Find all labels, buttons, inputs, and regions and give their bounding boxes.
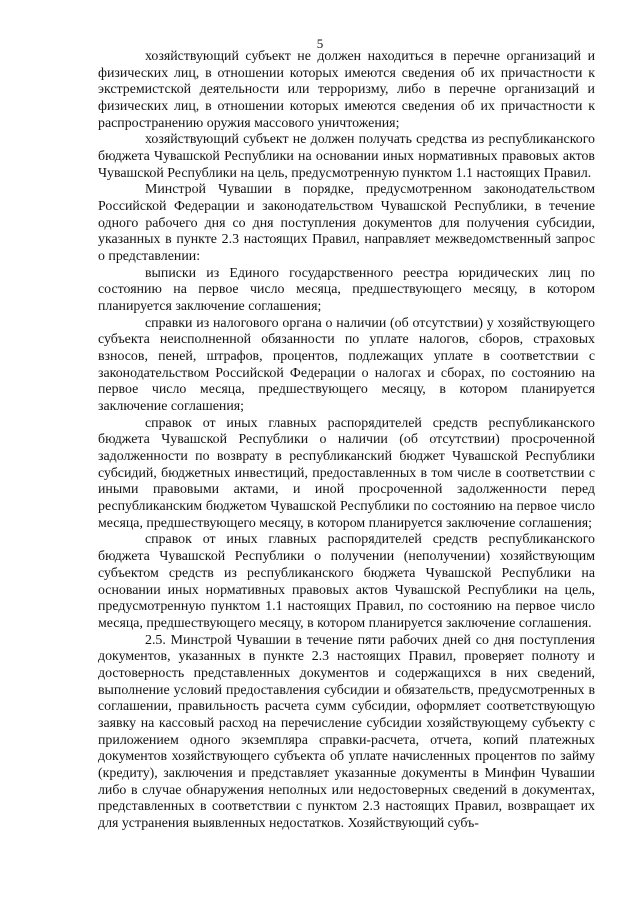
paragraph-overdue-debt-certificates: справок от иных главных распорядителей средств республиканского бюджета Чувашской Республики о наличии (об отсутствии) просроченной задолженности по возврату в республиканский бюджет Чувашской Республики субсидий, бюджетных инвестиций, предоставленных в том числе в соответствии с иными правовыми актами, и иной просроченной задолженности перед республиканским бюджетом Чувашской Республики по состоянию на первое число месяца, предшествующего месяцу, в котором планируется заключение соглашения; [98,415,595,531]
paragraph-no-other-funds-condition: хозяйствующий субъект не должен получать средства из республиканского бюджета Чувашской Республики на основании иных нормативных правовых актов Чувашской Республики на цель, предусмотренную пунктом 1.1 настоящих Правил. [98,132,595,181]
paragraph-extremism-condition: хозяйствующий субъект не должен находиться в перечне организаций и физических лиц, в отношении которых имеются сведения об их причастности к экстремистской деятельности или терроризму, либо в перечне организаций и физических лиц, в отношении которых имеются сведения об их причастности к распространению оружия массового уничтожения; [98,49,595,131]
document-body [98,49,595,833]
paragraph-funds-receipt-certificates: справок от иных главных распорядителей средств республиканского бюджета Чувашской Республики о получении (неполучении) хозяйствующим субъектом средств из республиканского бюджета Чувашской Республики на основании иных нормативных правовых актов Чувашской Республики на цель, предусмотренную пунктом 1.1 настоящих Правил, по состоянию на первое число месяца, предшествующего месяцу, в котором планируется заключение соглашения. [98,532,595,631]
page-number: 5 [316,36,324,51]
paragraph-registry-extract: выписки из Единого государственного реестра юридических лиц по состоянию на первое число месяца, предшествующего месяцу, в котором планируется заключение соглашения; [98,265,595,315]
paragraph-tax-certificate: справки из налогового органа о наличии (об отсутствии) у хозяйствующего субъекта неисполненной обязанности по уплате налогов, сборов, страховых взносов, пеней, штрафов, процентов, подлежащих уплате в соответствии с законодательством Российской Федерации о налогах и сборах, по состоянию на первое число месяца, предшествующего месяцу, в котором планируется заключение соглашения; [98,315,595,415]
paragraph-interagency-request: Минстрой Чувашии в порядке, предусмотренном законодательством Российской Федерации и законодательством Чувашской Республики, в течение одного рабочего дня со дня поступления документов для получения субсидии, указанных в пункте 2.3 настоящих Правил, направляет межведомственный запрос о представлении: [98,182,595,265]
paragraph-section-2-5: 2.5. Минстрой Чувашии в течение пяти рабочих дней со дня поступления документов, указанных в пункте 2.3 настоящих Правил, проверяет полноту и достоверность представленных документов и содержащихся в них сведений, выполнение условий предоставления субсидии и обязательств, предусмотренных в соглашении, правильность расчета сумм субсидии, оформляет соответствующую заявку на кассовый расход на перечисление субсидии хозяйствующему субъекту с приложением одного экземпляра справки-расчета, отчета, копий платежных документов хозяйствующего субъекта об уплате начисленных процентов по займу (кредиту), заключения и представляет указанные документы в Минфин Чувашии либо в случае обнаружения неполных или недостоверных сведений в документах, представленных в соответствии с пунктом 2.3 настоящих Правил, возвращает их для устранения выявленных недостатков. Хозяйствующий субъ- [98,632,595,831]
